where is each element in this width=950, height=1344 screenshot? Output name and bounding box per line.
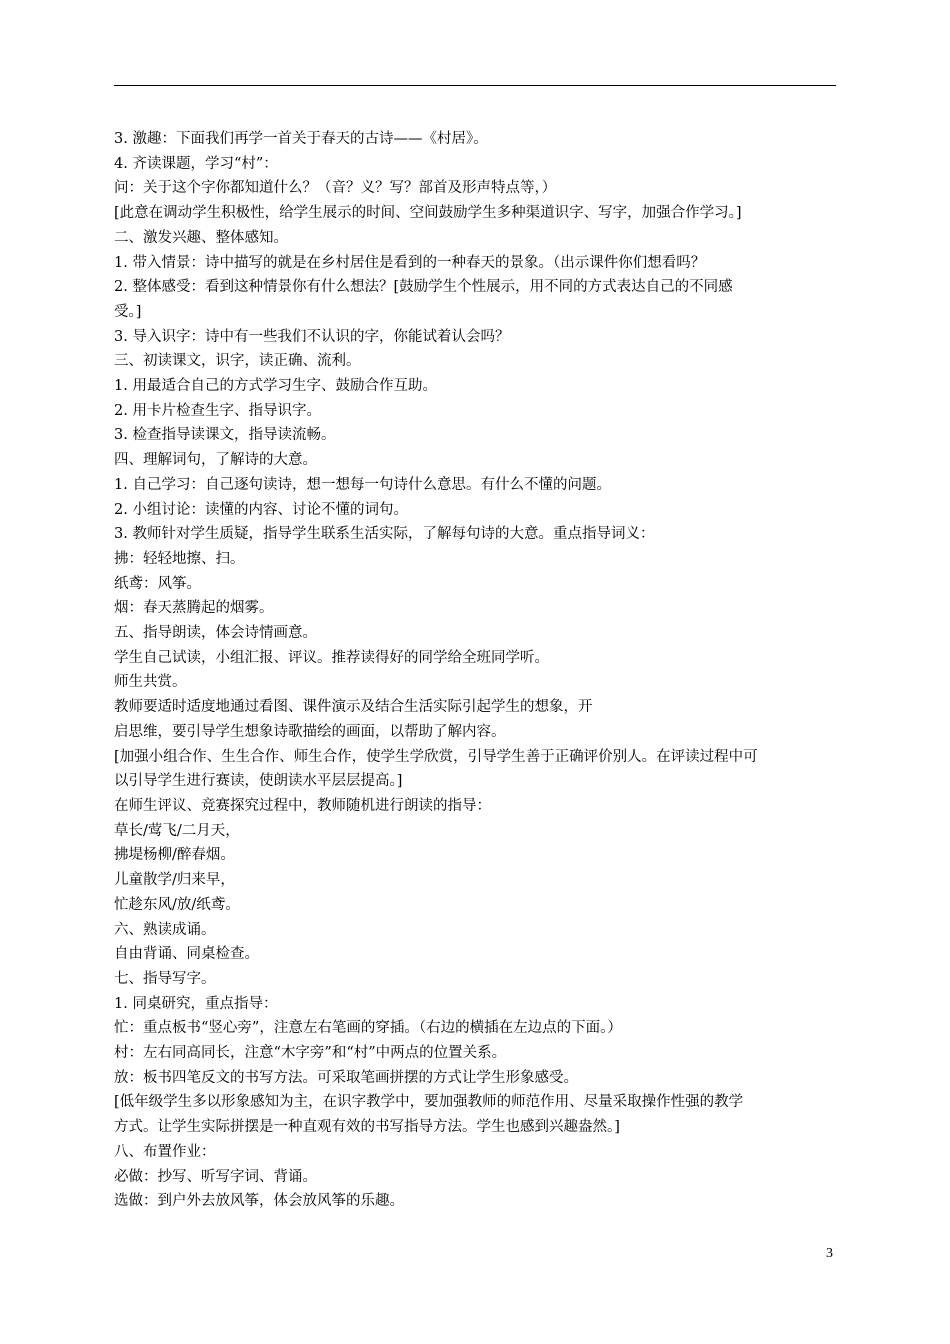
text-line: [低年级学生多以形象感知为主，在识字教学中，要加强教师的师范作用、尽量采取操作性强的教学 — [114, 1094, 744, 1111]
text-line: 拂：轻轻地擦、扫。 — [114, 550, 245, 567]
text-line: 选做：到户外去放风筝，体会放风筝的乐趣。 — [114, 1193, 404, 1210]
text-line: 儿童散学/归来早， — [114, 872, 235, 889]
text-line: 2. 整体感受：看到这种情景你有什么想法？[鼓励学生个性展示，用不同的方式表达自己的不同感 — [114, 279, 733, 296]
text-line: 3. 导入识字：诗中有一些我们不认识的字，你能试着认会吗？ — [114, 328, 510, 345]
text-line: 师生共赏。 — [114, 674, 187, 691]
text-line: 以引导学生进行赛读，使朗读水平层层提高。] — [114, 773, 403, 790]
text-line: 问：关于这个字你都知道什么？（音？义？写？部首及形声特点等，） — [114, 180, 557, 197]
text-line: 在师生评议、竞赛探究过程中，教师随机进行朗读的指导： — [114, 797, 491, 814]
text-line: 1. 自己学习：自己逐句读诗，想一想每一句诗什么意思。有什么不懂的问题。 — [114, 476, 611, 493]
text-line: 自由背诵、同桌检查。 — [114, 946, 259, 963]
text-line: 方式。让学生实际拼摆是一种直观有效的书写指导方法。学生也感到兴趣盎然。] — [114, 1119, 620, 1136]
text-line: 三、初读课文，识字，读正确、流利。 — [114, 353, 361, 370]
text-line: 3. 激趣：下面我们再学一首关于春天的古诗——《村居》。 — [114, 131, 488, 147]
text-line: 必做：抄写、听写字词、背诵。 — [114, 1168, 317, 1185]
text-line: 2. 用卡片检查生字、指导识字。 — [114, 402, 321, 419]
text-line: 1. 同桌研究，重点指导： — [114, 995, 278, 1012]
text-line: 拂堤杨柳/醉春烟。 — [114, 847, 235, 864]
text-line: [此意在调动学生积极性，给学生展示的时间、空间鼓励学生多种渠道识字、写字，加强合作学习。] — [114, 205, 742, 222]
page-number: 3 — [826, 1246, 833, 1261]
text-line: 四、理解词句，了解诗的大意。 — [114, 452, 317, 469]
text-line: 教师要适时适度地通过看图、课件演示及结合生活实际引起学生的想象，开 — [114, 699, 593, 716]
text-line: 八、布置作业： — [114, 1143, 216, 1160]
text-line: 4. 齐读课题，学习“村”： — [114, 155, 278, 172]
text-line: 忙：重点板书“竖心旁”，注意左右笔画的穿插。（右边的横插在左边点的下面。） — [114, 1020, 622, 1037]
text-line: 村：左右同高同长，注意“木字旁”和“村”中两点的位置关系。 — [114, 1045, 507, 1062]
text-line: 二、激发兴趣、整体感知。 — [114, 229, 288, 246]
text-line: 1. 用最适合自己的方式学习生字、鼓励合作互助。 — [114, 378, 437, 395]
text-line: 学生自己试读，小组汇报、评议。推荐读得好的同学给全班同学听。 — [114, 649, 549, 666]
text-line: 3. 检查指导读课文，指导读流畅。 — [114, 427, 336, 444]
text-line: 2. 小组讨论：读懂的内容、讨论不懂的词句。 — [114, 501, 408, 518]
text-line: 受。] — [114, 303, 142, 320]
text-line: 五、指导朗读，体会诗情画意。 — [114, 625, 317, 642]
text-line: 草长/莺飞/二月天， — [114, 822, 240, 839]
text-line: 启思维，要引导学生想象诗歌描绘的画面，以帮助了解内容。 — [114, 723, 506, 740]
text-line: 1. 带入情景：诗中描写的就是在乡村居住是看到的一种春天的景象。（出示课件你们想看吗？ — [114, 254, 706, 271]
text-line: 放：板书四笔反文的书写方法。可采取笔画拼摆的方式让学生形象感受。 — [114, 1069, 578, 1086]
text-line: 3. 教师针对学生质疑，指导学生联系生活实际，了解每句诗的大意。重点指导词义： — [114, 526, 655, 543]
text-line: [加强小组合作、生生合作、师生合作，使学生学欣赏，引导学生善于正确评价别人。在评读过程中可 — [114, 748, 758, 765]
document-body — [114, 127, 839, 1214]
text-line: 忙趁东风/放/纸鸢。 — [114, 896, 240, 913]
text-line: 纸鸢：风筝。 — [114, 575, 201, 592]
text-line: 六、熟读成诵。 — [114, 921, 216, 938]
text-line: 烟：春天蒸腾起的烟雾。 — [114, 600, 274, 617]
header-rule — [114, 85, 836, 86]
text-line: 七、指导写字。 — [114, 970, 216, 987]
